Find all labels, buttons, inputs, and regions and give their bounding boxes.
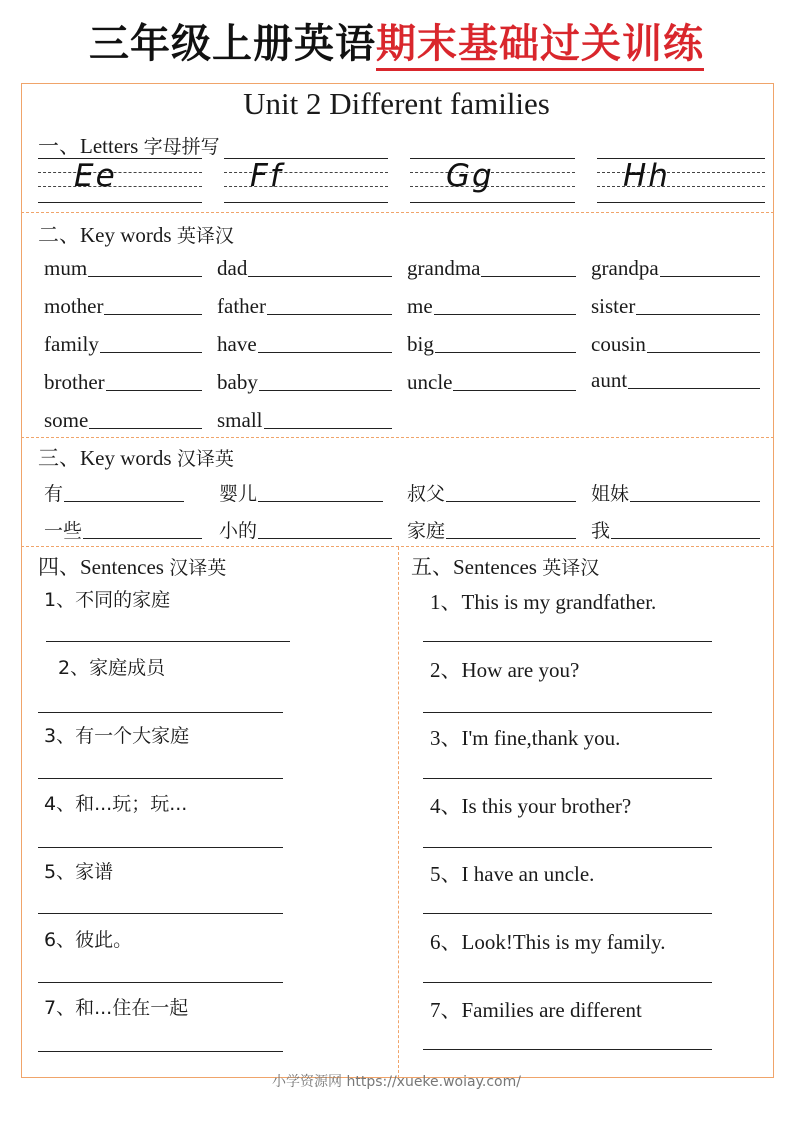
header-title-black: 三年级上册英语 bbox=[89, 21, 376, 67]
section4-title bbox=[38, 551, 226, 581]
word-item: 叔父 bbox=[407, 479, 576, 506]
answer-line bbox=[423, 778, 712, 779]
section4-title-zh: 汉译英 bbox=[169, 557, 227, 579]
letter-strip-1 bbox=[38, 158, 202, 204]
word-item: 家庭 bbox=[407, 516, 576, 543]
word-item: sister bbox=[591, 294, 760, 319]
letter-strip-2 bbox=[224, 158, 388, 204]
answer-line bbox=[38, 712, 283, 713]
section4-title-en: 四、Sentences bbox=[38, 555, 164, 579]
sentence-item: 7、和...住在一起 bbox=[44, 997, 189, 1019]
section2-title bbox=[38, 219, 234, 249]
word-item: 婴儿 bbox=[219, 479, 383, 506]
sentence-item: 4、Is this your brother? bbox=[430, 794, 632, 818]
letter-pair: Ff bbox=[250, 158, 283, 194]
sentence-item: 5、家谱 bbox=[44, 861, 114, 883]
unit-title: Unit 2 Different families bbox=[243, 86, 550, 121]
section2-title-en: 二、Key words bbox=[38, 223, 172, 247]
word-item: cousin bbox=[591, 332, 760, 357]
answer-line bbox=[38, 847, 283, 848]
letter-pair: Hh bbox=[623, 158, 670, 194]
section5-title bbox=[411, 551, 599, 581]
section5-title-zh: 英译汉 bbox=[542, 557, 600, 579]
word-item: aunt bbox=[591, 368, 760, 393]
word-item: grandpa bbox=[591, 256, 760, 281]
section1-title-en: 一、Letters bbox=[38, 134, 139, 158]
word-item: dad bbox=[217, 256, 392, 281]
word-item: big bbox=[407, 332, 576, 357]
page-header bbox=[0, 12, 793, 69]
divider-vertical bbox=[398, 547, 399, 1078]
word-item: some bbox=[44, 408, 202, 433]
letter-strip-4 bbox=[597, 158, 765, 204]
word-item: me bbox=[407, 294, 576, 319]
answer-line bbox=[423, 712, 712, 713]
section5-title-en: 五、Sentences bbox=[411, 555, 537, 579]
answer-line bbox=[423, 847, 712, 848]
answer-line bbox=[423, 982, 712, 983]
word-item: have bbox=[217, 332, 392, 357]
sentence-item: 4、和...玩；玩... bbox=[44, 793, 188, 815]
divider-2 bbox=[21, 437, 774, 438]
section1-title bbox=[38, 130, 220, 160]
sentence-item: 6、Look!This is my family. bbox=[430, 930, 666, 954]
section1-title-zh: 字母拼写 bbox=[143, 136, 220, 158]
section3-title-en: 三、Key words bbox=[38, 446, 172, 470]
word-item: father bbox=[217, 294, 392, 319]
word-item: family bbox=[44, 332, 202, 357]
section2-title-zh: 英译汉 bbox=[176, 225, 234, 247]
answer-line bbox=[423, 641, 712, 642]
word-item: 我 bbox=[591, 516, 760, 543]
letter-strip-3 bbox=[410, 158, 575, 204]
answer-line bbox=[38, 1051, 283, 1052]
answer-line bbox=[38, 778, 283, 779]
answer-line bbox=[423, 1049, 712, 1050]
word-item: brother bbox=[44, 370, 202, 395]
word-item: mother bbox=[44, 294, 202, 319]
answer-line bbox=[46, 641, 290, 642]
sentence-item: 2、家庭成员 bbox=[58, 657, 166, 679]
word-item: uncle bbox=[407, 370, 576, 395]
word-item: baby bbox=[217, 370, 392, 395]
sentence-item: 1、This is my grandfather. bbox=[430, 590, 657, 614]
section3-title-zh: 汉译英 bbox=[176, 448, 234, 470]
letter-pair: Gg bbox=[446, 158, 494, 194]
header-title-red: 期末基础过关训练 bbox=[376, 21, 704, 67]
answer-line bbox=[38, 982, 283, 983]
sentence-item: 2、How are you? bbox=[430, 658, 580, 682]
sentence-item: 3、有一个大家庭 bbox=[44, 725, 190, 747]
word-item: 有 bbox=[44, 479, 184, 506]
word-item: grandma bbox=[407, 256, 576, 281]
answer-line bbox=[423, 913, 712, 914]
answer-line bbox=[38, 913, 283, 914]
word-item: 小的 bbox=[219, 516, 392, 543]
footer-watermark: 小学资源网 https://xueke.woiay.com/ bbox=[272, 1074, 521, 1090]
word-item: 一些 bbox=[44, 516, 202, 543]
sentence-item: 6、彼此。 bbox=[44, 929, 133, 951]
word-item: small bbox=[217, 408, 392, 433]
sentence-item: 5、I have an uncle. bbox=[430, 862, 595, 886]
divider-1 bbox=[21, 212, 774, 213]
sentence-item: 1、不同的家庭 bbox=[44, 589, 171, 611]
section3-title bbox=[38, 442, 234, 472]
word-item: mum bbox=[44, 256, 202, 281]
sentence-item: 3、I'm fine,thank you. bbox=[430, 726, 621, 750]
sentence-item: 7、Families are different bbox=[430, 998, 642, 1022]
word-item: 姐妹 bbox=[591, 479, 760, 506]
letter-pair: Ee bbox=[74, 158, 117, 194]
